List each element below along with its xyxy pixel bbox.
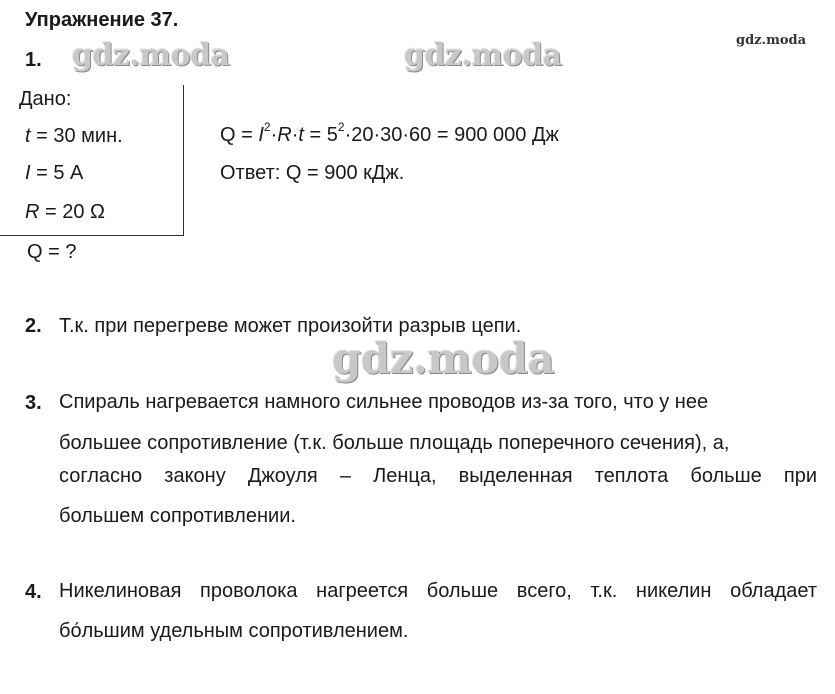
formula-dot2: · [291,124,299,146]
item-3-line-2: большее сопротивление (т.к. больше площадь поперечного сечения), а, [59,432,730,454]
formula-five-exp: 2 [337,120,345,135]
var-r: R [25,201,40,223]
item-1-number: 1. [25,49,42,71]
exercise-title: Упражнение 37. [25,9,179,31]
item-4-number: 4. [25,581,42,603]
value-i: = 5 А [30,162,84,184]
formula-t: t [298,124,304,146]
watermark-3: gdz.moda [332,334,555,383]
item-3-line-3: согласно закону Джоуля – Ленца, выделенная теплота больше при [59,465,817,487]
item-4-line-2: бо́льшим удельным сопротивлением. [59,620,409,642]
given-time [25,125,123,148]
item-3-line-1: Спираль нагревается намного сильнее проводов из-за того, что у нее [59,391,709,413]
item-3-line-4: большем сопротивлении. [59,505,296,527]
given-resistance [25,201,105,224]
formula-rest: ·20·30·60 = 900 000 Дж [344,124,559,146]
item-4-line-1: Никелиновая проволока нагреется больше всего, т.к. никелин обладает [59,580,817,602]
var-t: t [25,125,31,147]
given-current [25,162,83,185]
formula-q: Q = [220,124,259,146]
formula-i: I [258,124,264,146]
watermark-top-right: gdz.moda [736,33,807,48]
value-t: = 30 мин. [30,125,123,147]
item-3-number: 3. [25,392,42,414]
var-i: I [25,162,31,184]
item-2-number: 2. [25,315,42,337]
answer-1: Ответ: Q = 900 кДж. [220,162,405,184]
given-label: Дано: [19,88,72,110]
formula-i-exp: 2 [263,120,271,135]
formula [220,120,559,147]
item-2-text: Т.к. при перегреве может произойти разрыв цепи. [59,315,522,337]
formula-r: R [277,124,292,146]
find-q: Q = ? [27,241,77,263]
value-r: = 20 Ω [39,201,105,223]
formula-eq: = 5 [303,124,338,146]
formula-dot1: · [270,124,278,146]
watermark-1: gdz.moda [72,38,230,73]
watermark-2: gdz.moda [404,38,562,73]
